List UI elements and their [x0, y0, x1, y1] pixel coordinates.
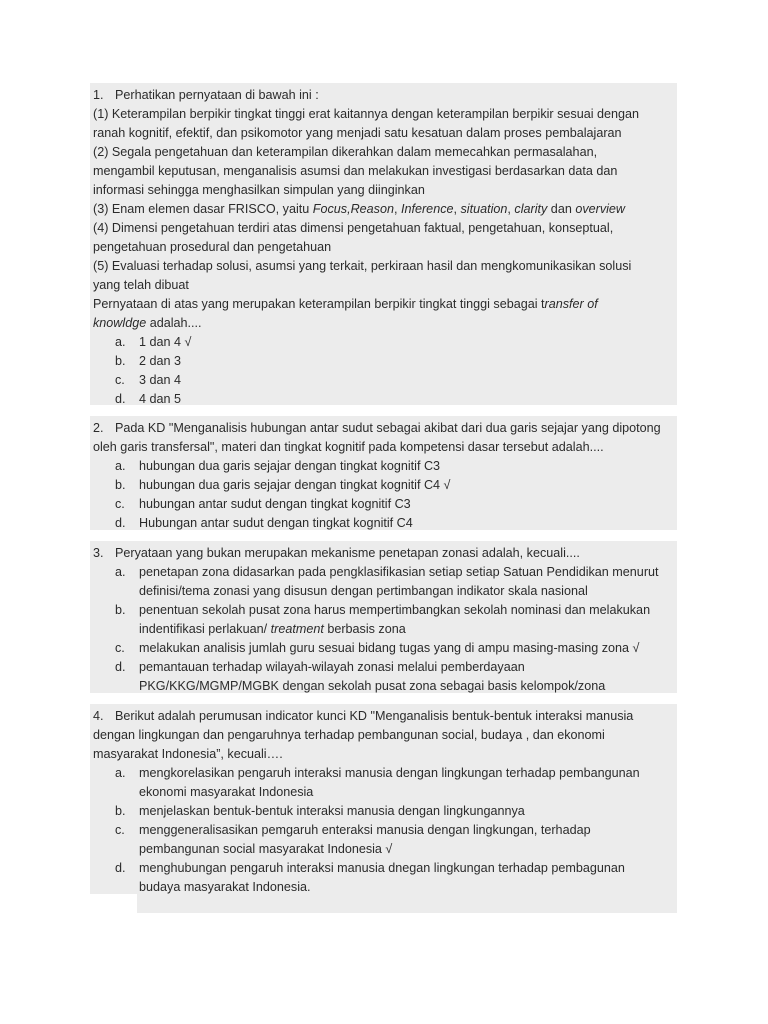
question-2-title: 2. Pada KD "Menganalisis hubungan antar sudut sebagai akibat dari dua garis sejajar yang dipotong: [93, 421, 661, 435]
question-2-title-line-2: oleh garis transfersal", materi dan tingkat kognitif pada kompetensi dasar tersebut adalah....: [93, 440, 604, 454]
question-4-title-line-3: masyarakat Indonesia”, kecuali….: [93, 747, 283, 761]
statement-5-line-2: yang telah dibuat: [93, 278, 189, 292]
statement-4-line-1: (4) Dimensi pengetahuan terdiri atas dimensi pengetahuan faktual, pengetahuan, konseptual,: [93, 221, 614, 235]
statement-2-line-3: informasi sehingga menghasilkan simpulan yang diinginkan: [93, 183, 425, 197]
statement-4-line-2: pengetahuan prosedural dan pengetahuan: [93, 240, 332, 254]
question-2-block: [90, 416, 677, 530]
question-2-option-d: d. Hubungan antar sudut dengan tingkat kognitif C4: [115, 516, 413, 530]
question-1-block: [90, 83, 677, 405]
statement-3: (3) Enam elemen dasar FRISCO, yaitu Focus,Reason, Inference, situation, clarity dan overview: [93, 202, 626, 216]
question-3-option-c: c. melakukan analisis jumlah guru sesuai bidang tugas yang di ampu masing-masing zona √: [115, 641, 640, 655]
question-1-title: 1. Perhatikan pernyataan di bawah ini :: [93, 88, 319, 102]
question-3-option-a: a. penetapan zona didasarkan pada pengklasifikasian setiap setiap Satuan Pendidikan menurut: [115, 565, 659, 579]
question-3-option-b-cont: indentifikasi perlakuan/ treatment berbasis zona: [139, 622, 406, 636]
statement-2-line-1: (2) Segala pengetahuan dan keterampilan dikerahkan dalam memecahkan permasalahan,: [93, 145, 598, 159]
question-4-title-line-2: dengan lingkungan dan pengaruhnya terhadap pembangunan social, budaya , dan ekonomi: [93, 728, 605, 742]
question-3-option-a-cont: definisi/tema zonasi yang disusun dengan pertimbangan indikator skala nasional: [139, 584, 588, 598]
question-4-block-tail: [137, 894, 677, 913]
question-3-option-d: d. pemantauan terhadap wilayah-wilayah zonasi melalui pemberdayaan: [115, 660, 525, 674]
question-4-option-d-cont: budaya masyarakat Indonesia.: [139, 880, 311, 894]
question-2-option-b: b. hubungan dua garis sejajar dengan tingkat kognitif C4 √: [115, 478, 451, 492]
question-1-option-a: a. 1 dan 4 √: [115, 335, 192, 349]
question-4-option-d: d. menghubungan pengaruh interaksi manusia dnegan lingkungan terhadap pembagunan: [115, 861, 625, 875]
question-3-option-b: b. penentuan sekolah pusat zona harus mempertimbangkan sekolah nominasi dan melakukan: [115, 603, 651, 617]
question-3-block: [90, 541, 677, 693]
question-4-option-c: c. menggeneralisasikan pemgaruh enteraksi manusia dengan lingkungan, terhadap: [115, 823, 591, 837]
question-1-stem-line-1: Pernyataan di atas yang merupakan keterampilan berpikir tingkat tinggi sebagai transfer of: [93, 297, 598, 311]
statement-1-line-2: ranah kognitif, efektif, dan psikomotor yang menjadi satu kesatuan dalam proses pembalajaran: [93, 126, 622, 140]
question-1-option-b: b. 2 dan 3: [115, 354, 182, 368]
question-1-option-c: c. 3 dan 4: [115, 373, 182, 387]
question-4-option-b: b. menjelaskan bentuk-bentuk interaksi manusia dengan lingkungannya: [115, 804, 525, 818]
statement-5-line-1: (5) Evaluasi terhadap solusi, asumsi yang terkait, perkiraan hasil dan mengkomunikasikan solusi: [93, 259, 632, 273]
question-4-option-c-cont: pembangunan social masyarakat Indonesia √: [139, 842, 393, 856]
question-4-option-a-cont: ekonomi masyarakat Indonesia: [139, 785, 314, 799]
statement-2-line-2: mengambil keputusan, menganalisis asumsi dan melakukan investigasi berdasarkan data dan: [93, 164, 618, 178]
statement-1-line-1: (1) Keterampilan berpikir tingkat tinggi erat kaitannya dengan keterampilan berpikir sesuai dengan: [93, 107, 640, 121]
question-4-title: 4. Berikut adalah perumusan indicator kunci KD "Menganalisis bentuk-bentuk interaksi manusia: [93, 709, 634, 723]
question-3-title: 3. Peryataan yang bukan merupakan mekanisme penetapan zonasi adalah, kecuali....: [93, 546, 580, 560]
question-2-option-a: a. hubungan dua garis sejajar dengan tingkat kognitif C3: [115, 459, 441, 473]
question-4-block: [90, 704, 677, 894]
question-1-option-d: d. 4 dan 5: [115, 392, 182, 406]
question-1-stem-line-2: knowldge adalah....: [93, 316, 202, 330]
question-2-option-c: c. hubungan antar sudut dengan tingkat kognitif C3: [115, 497, 411, 511]
question-4-option-a: a. mengkorelasikan pengaruh interaksi manusia dengan lingkungan terhadap pembangunan: [115, 766, 640, 780]
question-3-option-d-cont: PKG/KKG/MGMP/MGBK dengan sekolah pusat zona sebagai basis kelompok/zona: [139, 679, 606, 693]
